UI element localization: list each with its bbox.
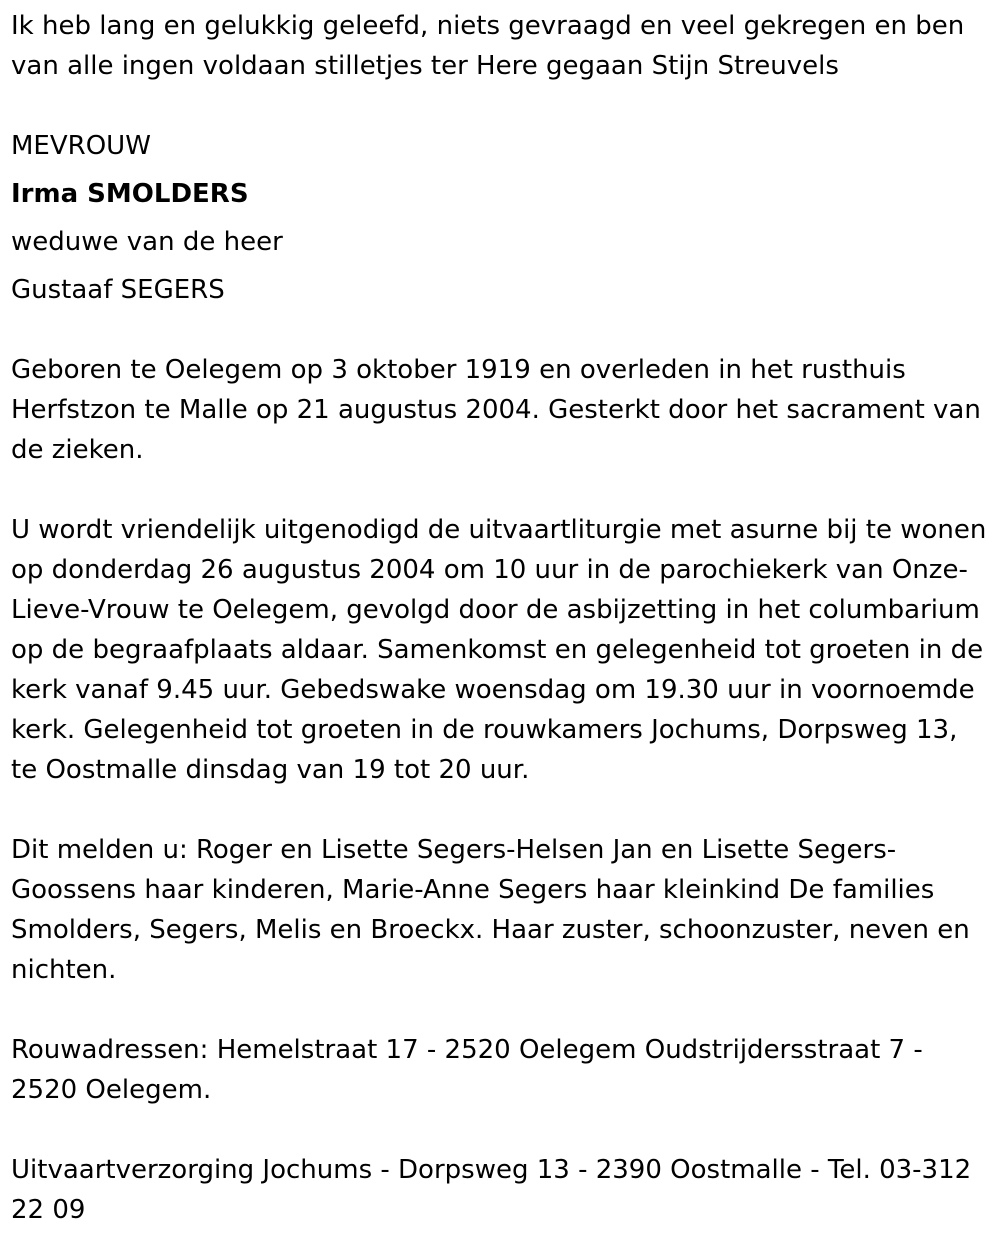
spouse-name: Gustaaf SEGERS <box>11 275 225 305</box>
spacer <box>11 790 991 830</box>
spacer <box>11 990 991 1030</box>
spacer <box>11 470 991 510</box>
announcers-paragraph: Dit melden u: Roger en Lisette Segers-Helsen Jan en Lisette Segers-Goossens haar kinderen, Marie-Anne Segers haar kleinkind De families Smolders, Segers, Melis en Broeckx. Haar zuster, schoonzuster, neven en nichten. <box>11 835 970 985</box>
spacer <box>11 1110 991 1150</box>
relation-text: weduwe van de heer <box>11 227 283 257</box>
title-prefix: MEVROUW <box>11 131 151 161</box>
invitation-paragraph: U wordt vriendelijk uitgenodigd de uitvaartliturgie met asurne bij te wonen op donderdag 26 augustus 2004 om 10 uur in de parochiekerk van Onze-Lieve-Vrouw te Oelegem, gevolgd door de asbijzetting in het columbarium op de begraafplaats aldaar. Samenkomst en gelegenheid tot groeten in de kerk vanaf 9.45 uur. Gebedswake woensdag om 19.30 uur in voornoemde kerk. Gelegenheid tot groeten in de rouwkamers Jochums, Dorpsweg 13, te Oostmalle dinsdag van 19 tot 20 uur. <box>11 515 987 785</box>
funeral-home-paragraph: Uitvaartverzorging Jochums - Dorpsweg 13 - 2390 Oostmalle - Tel. 03-312 22 09 <box>11 1155 972 1225</box>
obituary-document <box>11 6 991 1230</box>
deceased-header <box>11 122 991 314</box>
spacer <box>11 314 991 350</box>
addresses-paragraph: Rouwadressen: Hemelstraat 17 - 2520 Oelegem Oudstrijdersstraat 7 - 2520 Oelegem. <box>11 1035 923 1105</box>
spacer <box>11 86 991 126</box>
birth-death-paragraph: Geboren te Oelegem op 3 oktober 1919 en overleden in het rusthuis Herfstzon te Malle op 21 augustus 2004. Gesterkt door het sacrament van de zieken. <box>11 355 981 465</box>
deceased-name: Irma SMOLDERS <box>11 179 249 209</box>
quote-paragraph: Ik heb lang en gelukkig geleefd, niets gevraagd en veel gekregen en ben van alle ingen voldaan stilletjes ter Here gegaan Stijn Streuvels <box>11 11 965 81</box>
